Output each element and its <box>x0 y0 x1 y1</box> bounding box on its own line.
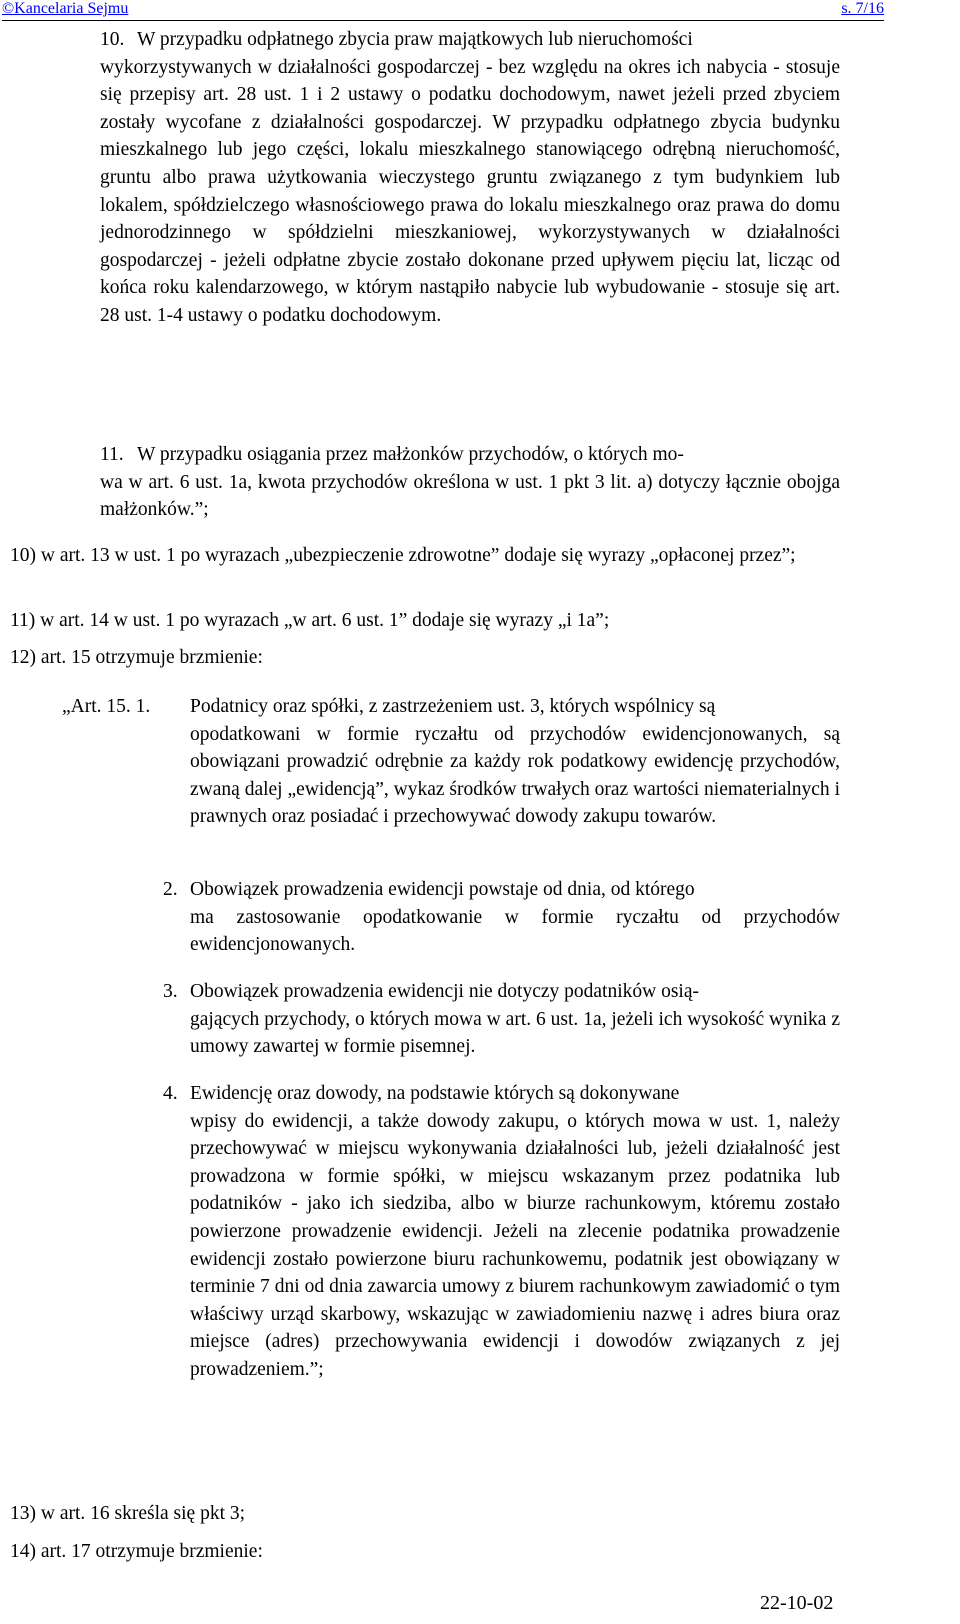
art15-lead: „Art. 15. 1. <box>62 696 151 717</box>
p10-first-line: W przypadku odpłatnego zbycia praw majątkowych lub nieruchomości <box>137 29 693 50</box>
source-link[interactable]: ©Kancelaria Sejmu <box>2 0 129 17</box>
art15-4-body: wpisy do ewidencji, a także dowody zakupu, o których mowa w ust. 1, należy przechowywać w miejscu wykonywania działalności lub, jeżeli działalność jest prowadzona w formie spółki, w miejscu wskazanym przez podatnika lub podatników - jako ich siedziba, albo w biurze rachunkowym, któremu zostało powierzone prowadzenie ewidencji. Jeżeli na zlecenie podatnika prowadzenie ewidencji zostało powierzone biuru rachunkowemu, podatnik jest obowiązany w terminie 7 dni od dnia zawarcia umowy z biurem rachunkowym zawiadomić o tym właściwy urząd skarbowy, wskazując w zawiadomieniu nazwę i adres biura oraz miejsce (adres) przechowywania ewidencji i dowodów związanych z jej prowadzeniem.”; <box>190 1110 840 1380</box>
point-11: 11) w art. 14 w ust. 1 po wyrazach „w art. 6 ust. 1” dodaje się wyrazy „i 1a”; <box>10 610 610 631</box>
art15-3-body: gających przychody, o których mowa w art. 6 ust. 1a, jeżeli ich wysokość wynika z umowy zawartej w formie pisemnej. <box>190 1008 840 1058</box>
point-10: 10) w art. 13 w ust. 1 po wyrazach „ubezpieczenie zdrowotne” dodaje się wyrazy „opłaconej przez”; <box>10 545 796 566</box>
p10-body: wykorzystywanych w działalności gospodarczej - bez względu na okres ich nabycia - stosuje się przepisy art. 28 ust. 1 i 2 ustawy o podatku dochodowym, nawet jeżeli przed zbyciem zostały wycofane z działalności gospodarczej. W przypadku odpłatnego zbycia budynku mieszkalnego lub jego części, lokalu mieszkalnego stanowiącego odrębną nieruchomość, gruntu albo prawa użytkowania wieczystego gruntu związanego z tym budynkiem lub lokalem, spółdzielczego własnościowego prawa do lokalu mieszkalnego oraz prawa do domu jednorodzinnego w spółdzielni mieszkaniowej, wykorzystywanych w działalności gospodarczej - jeżeli odpłatne zbycie zostało dokonane przed upływem pięciu lat, licząc od końca roku kalendarzowego, w którym nastąpiło nabycie lub wybudowanie - stosuje się art. 28 ust. 1-4 ustawy o podatku dochodowym. <box>100 56 840 326</box>
art15-4-number: 4. <box>163 1083 178 1104</box>
p11-number: 11. <box>100 444 124 465</box>
art15-2-body: ma zastosowanie opodatkowanie w formie ryczałtu od przychodów ewidencjonowanych. <box>190 906 840 956</box>
art15-1-first-line: Podatnicy oraz spółki, z zastrzeżeniem ust. 3, których wspólnicy są <box>190 696 716 717</box>
art15-1-body: opodatkowani w formie ryczałtu od przychodów ewidencjonowanych, są obowiązani prowadzić odrębnie za każdy rok podatkowy ewidencję przychodów, zwaną dalej „ewidencją”, wykaz środków trwałych oraz wartości niematerialnych i prawnych oraz posiadać i przechowywać dowody zakupu towarów. <box>190 723 840 828</box>
p11-body: wa w art. 6 ust. 1a, kwota przychodów określona w ust. 1 pkt 3 lit. a) dotyczy łącznie obojga małżonków.”; <box>100 471 840 521</box>
art15-4-first-line: Ewidencję oraz dowody, na podstawie których są dokonywane <box>190 1083 680 1104</box>
p10-number: 10. <box>100 29 125 50</box>
point-13: 13) w art. 16 skreśla się pkt 3; <box>10 1503 246 1524</box>
art15-3-number: 3. <box>163 981 178 1002</box>
art15-3-first-line: Obowiązek prowadzenia ewidencji nie dotyczy podatników osią- <box>190 981 699 1002</box>
art15-2-first-line: Obowiązek prowadzenia ewidencji powstaje od dnia, od którego <box>190 879 695 900</box>
p11-first-line: W przypadku osiągania przez małżonków przychodów, o których mo- <box>137 444 684 465</box>
page-number-link[interactable]: s. 7/16 <box>841 0 884 17</box>
art15-2-number: 2. <box>163 879 178 900</box>
document-code: 22-10-02 <box>760 1592 834 1614</box>
point-12: 12) art. 15 otrzymuje brzmienie: <box>10 647 263 668</box>
point-14: 14) art. 17 otrzymuje brzmienie: <box>10 1541 263 1562</box>
page-header <box>2 0 884 21</box>
